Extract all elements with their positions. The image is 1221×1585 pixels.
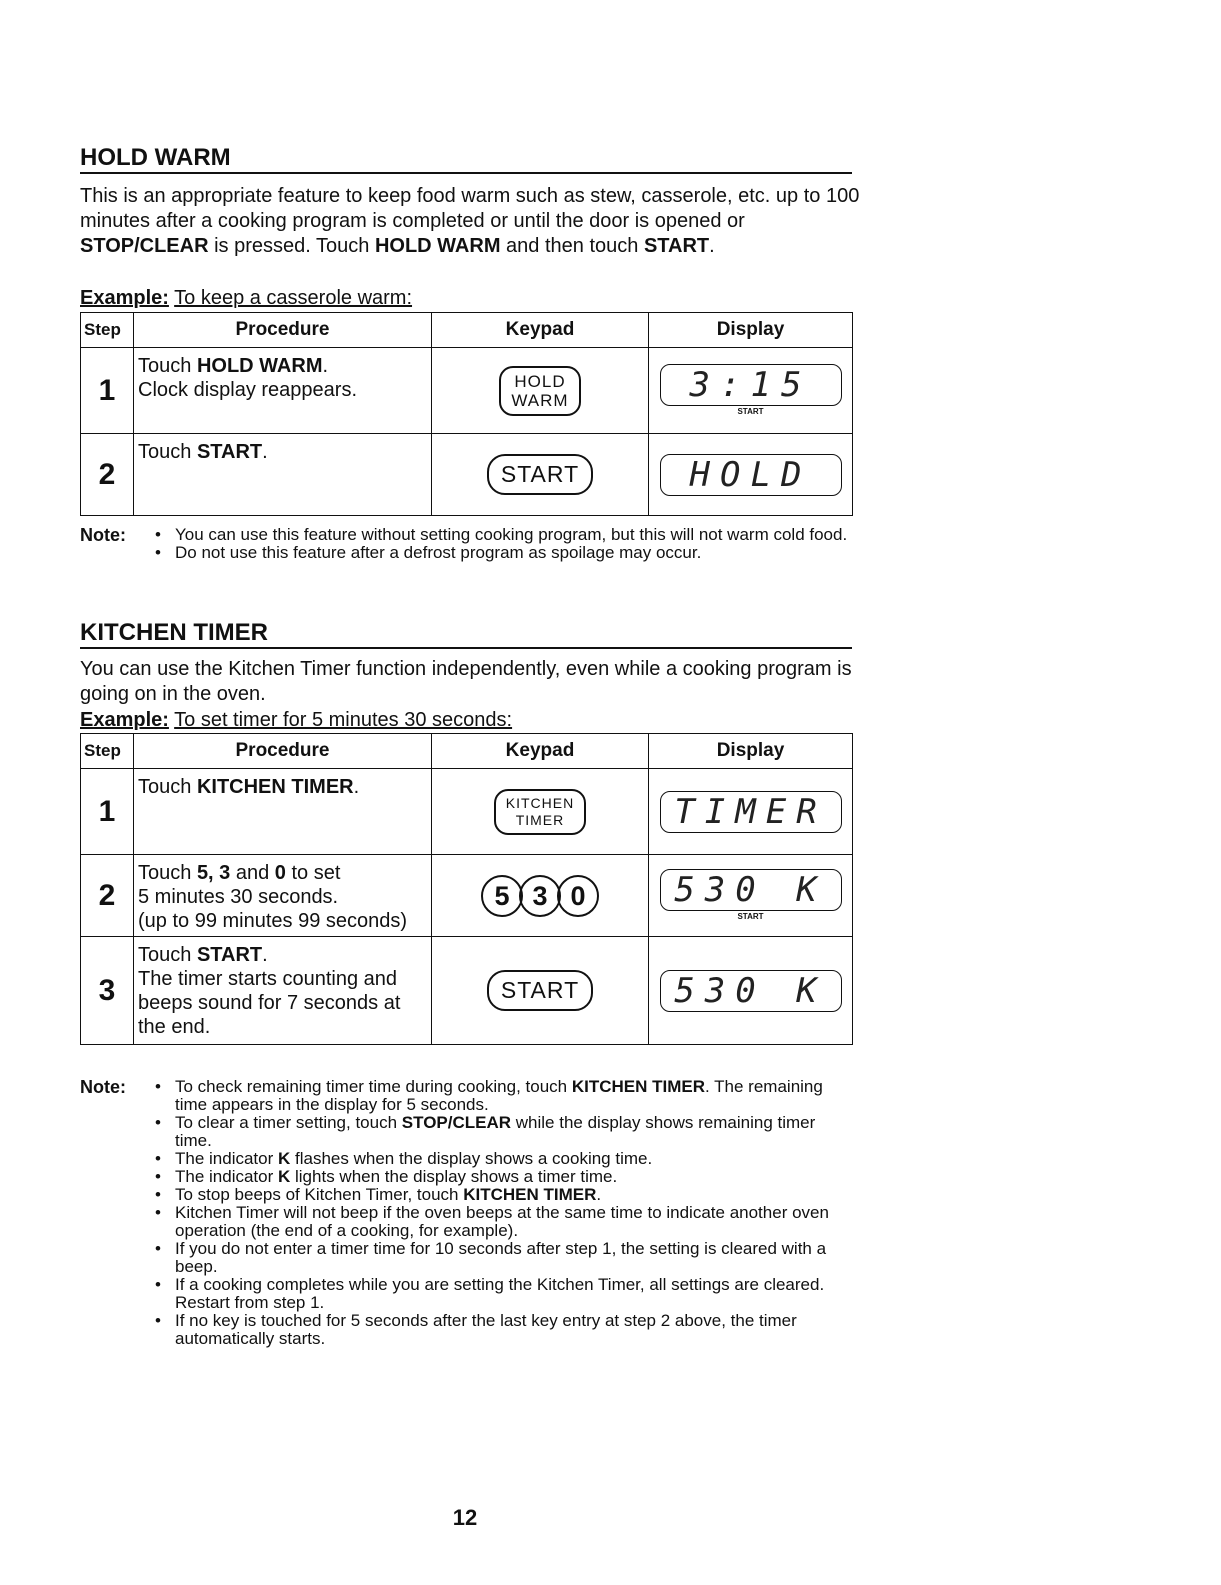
hold-warm-table <box>80 312 853 516</box>
start-key: START <box>487 454 593 495</box>
lcd-display: HOLD <box>660 454 842 496</box>
keypad-cell <box>432 348 649 434</box>
step-procedure: Touch START. The timer starts counting and beeps sound for 7 seconds at the end. <box>134 937 432 1045</box>
kitchen-timer-notes <box>80 1078 855 1348</box>
note-item: • If you do not enter a timer time for 10 seconds after step 1, the setting is cleared with a beep. <box>175 1240 855 1276</box>
example-label: Example: <box>80 709 169 731</box>
display-cell <box>649 855 853 937</box>
start-key: START <box>487 970 593 1011</box>
hold-warm-notes <box>80 526 855 562</box>
header-step: Step <box>81 313 134 348</box>
hold-warm-intro: This is an appropriate feature to keep food warm such as stew, casserole, etc. up to 100 minutes after a cooking program is completed or until the door is opened or STOP/CLEAR is pressed. Touch HOLD WARM and then touch START. <box>80 185 860 257</box>
example-text: To keep a casserole warm: <box>174 287 413 309</box>
step-procedure: Touch KITCHEN TIMER. <box>134 769 432 855</box>
table-row <box>81 348 853 434</box>
table-header-row <box>81 734 853 769</box>
header-keypad: Keypad <box>432 734 649 769</box>
note-label: Note: <box>80 1077 126 1097</box>
note-label: Note: <box>80 525 126 545</box>
example-label: Example: <box>80 287 169 309</box>
lcd-display: 530 K <box>660 869 842 911</box>
note-item: • If no key is touched for 5 seconds after the last key entry at step 2 above, the timer automatically starts. <box>175 1312 855 1348</box>
header-procedure: Procedure <box>134 313 432 348</box>
key-line: HOLD <box>514 371 566 391</box>
number-key-5: 5 <box>481 875 523 917</box>
note-item: • To check remaining timer time during cooking, touch KITCHEN TIMER. The remaining time appears in the display for 5 seconds. <box>175 1078 855 1114</box>
note-item: • Do not use this feature after a defrost program as spoilage may occur. <box>175 544 855 562</box>
key-line: WARM <box>511 390 569 410</box>
note-list <box>80 526 855 562</box>
table-row <box>81 937 853 1045</box>
step-number: 1 <box>81 769 134 855</box>
keypad-cell <box>432 855 649 937</box>
keypad-cell <box>432 769 649 855</box>
key-line: TIMER <box>515 811 565 828</box>
display-cell <box>649 348 853 434</box>
kitchen-timer-intro: You can use the Kitchen Timer function independently, even while a cooking program is going on in the oven. <box>80 658 852 705</box>
hold-warm-key <box>499 366 580 416</box>
header-keypad: Keypad <box>432 313 649 348</box>
keypad-cell <box>432 937 649 1045</box>
step-procedure: Touch START. <box>134 434 432 516</box>
header-display: Display <box>649 734 853 769</box>
display-cell <box>649 769 853 855</box>
note-list <box>80 1078 855 1348</box>
step-number: 3 <box>81 937 134 1045</box>
lcd-display: TIMER <box>660 791 842 833</box>
table-header-row <box>81 313 853 348</box>
header-step: Step <box>81 734 134 769</box>
note-item: • To clear a timer setting, touch STOP/CLEAR while the display shows remaining timer time. <box>175 1114 855 1150</box>
lcd-indicator: START <box>737 912 764 921</box>
table-row <box>81 855 853 937</box>
lcd-display: 530 K <box>660 970 842 1012</box>
kitchen-timer-example <box>80 709 512 731</box>
key-line: KITCHEN <box>505 794 575 811</box>
step-number: 2 <box>81 855 134 937</box>
note-item: • Kitchen Timer will not beep if the oven beeps at the same time to indicate another oven operation (the end of a cooking, for example). <box>175 1204 855 1240</box>
number-key-0: 0 <box>557 875 599 917</box>
display-cell <box>649 434 853 516</box>
example-text: To set timer for 5 minutes 30 seconds: <box>174 709 513 731</box>
hold-warm-example <box>80 287 412 309</box>
page-number: 12 <box>452 1505 478 1530</box>
number-key-3: 3 <box>519 875 561 917</box>
lcd-indicator: START <box>737 407 764 416</box>
display-cell <box>649 937 853 1045</box>
step-number: 1 <box>81 348 134 434</box>
note-item: • You can use this feature without setting cooking program, but this will not warm cold food. <box>175 526 855 544</box>
number-keys <box>483 875 597 917</box>
header-display: Display <box>649 313 853 348</box>
kitchen-timer-title: KITCHEN TIMER <box>80 620 852 649</box>
note-item: • If a cooking completes while you are setting the Kitchen Timer, all settings are cleared. Restart from step 1. <box>175 1276 855 1312</box>
note-item: • To stop beeps of Kitchen Timer, touch KITCHEN TIMER. <box>175 1186 855 1204</box>
note-item: • The indicator K flashes when the display shows a cooking time. <box>175 1150 855 1168</box>
table-row <box>81 769 853 855</box>
step-procedure: Touch 5, 3 and 0 to set 5 minutes 30 seconds. (up to 99 minutes 99 seconds) <box>134 855 432 937</box>
keypad-cell <box>432 434 649 516</box>
kitchen-timer-table <box>80 733 853 1045</box>
step-number: 2 <box>81 434 134 516</box>
header-procedure: Procedure <box>134 734 432 769</box>
note-item: • The indicator K lights when the display shows a timer time. <box>175 1168 855 1186</box>
table-row <box>81 434 853 516</box>
kitchen-timer-key <box>494 789 586 835</box>
hold-warm-title: HOLD WARM <box>80 145 852 174</box>
lcd-display: 3:15 <box>660 364 842 406</box>
step-procedure: Touch HOLD WARM. Clock display reappears. <box>134 348 432 434</box>
